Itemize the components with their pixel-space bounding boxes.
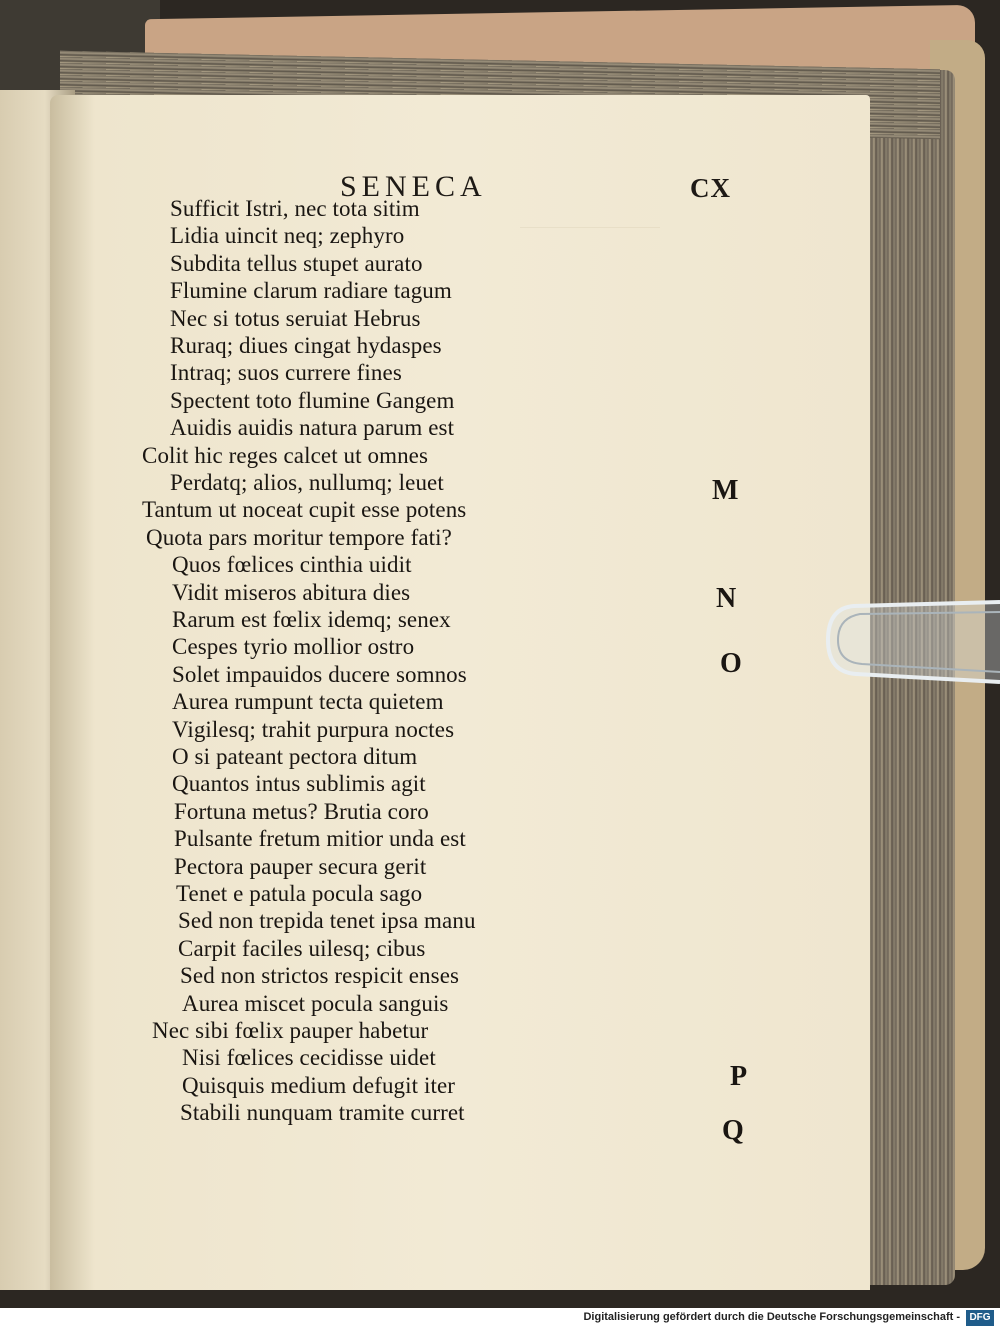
poem-line: Lidia uincit neq; zephyro bbox=[170, 223, 405, 249]
poem-line: Tantum ut noceat cupit esse potens bbox=[142, 497, 467, 523]
poem-line: Auidis auidis natura parum est bbox=[170, 415, 455, 441]
dfg-logo: DFG bbox=[966, 1310, 994, 1326]
poem-line: Solet impauidos ducere somnos bbox=[172, 661, 467, 687]
poem-line: Aurea rumpunt tecta quietem bbox=[172, 689, 444, 715]
side-letter-n: N bbox=[716, 583, 737, 614]
side-letter-o: O bbox=[720, 648, 742, 679]
poem-line: Pulsante fretum mitior unda est bbox=[174, 826, 466, 852]
footer-bar bbox=[0, 1308, 1000, 1329]
footer-credit: Digitalisierung gefördert durch die Deutsche Forschungsgemeinschaft - bbox=[583, 1311, 960, 1323]
poem-line: Subdita tellus stupet aurato bbox=[170, 250, 423, 276]
poem-line: Sed non strictos respicit enses bbox=[180, 963, 460, 989]
poem-line: Nec si totus seruiat Hebrus bbox=[170, 305, 421, 331]
poem-line: Fortuna metus? Brutia coro bbox=[174, 798, 429, 824]
folio-number: CX bbox=[690, 173, 731, 203]
poem-line: Stabili nunquam tramite curret bbox=[180, 1100, 465, 1126]
poem-line: Pectora pauper secura gerit bbox=[174, 853, 427, 879]
poem-line: Sed non trepida tenet ipsa manu bbox=[178, 908, 476, 934]
poem-line: Intraq; suos currere fines bbox=[170, 360, 402, 386]
poem-line: Ruraq; diues cingat hydaspes bbox=[170, 333, 442, 358]
poem-line: Nec sibi fœlix pauper habetur bbox=[152, 1018, 429, 1043]
poem-line: Quota pars moritur tempore fati? bbox=[146, 524, 452, 550]
poem-line: Carpit faciles uilesq; cibus bbox=[178, 935, 426, 961]
poem-line: Rarum est fœlix idemq; senex bbox=[172, 607, 451, 632]
side-letter-q: Q bbox=[722, 1115, 744, 1146]
side-letter-m: M bbox=[712, 475, 739, 506]
poem-line: Quisquis medium defugit iter bbox=[182, 1072, 456, 1098]
poem-line: Sufficit Istri, nec tota sitim bbox=[170, 196, 420, 221]
poem-line: O si pateant pectora ditum bbox=[172, 744, 418, 769]
poem-line: Vidit miseros abitura dies bbox=[172, 579, 411, 605]
poem-line: Quantos intus sublimis agit bbox=[172, 771, 426, 797]
poem-line: Cespes tyrio mollior ostro bbox=[172, 634, 415, 660]
poem-line: Quos fœlices cinthia uidit bbox=[172, 552, 412, 578]
poem-line: Colit hic reges calcet ut omnes bbox=[142, 442, 429, 468]
poem-line: Flumine clarum radiare tagum bbox=[170, 278, 452, 304]
poem-line: Vigilesq; trahit purpura noctes bbox=[172, 716, 455, 742]
plastic-page-clip bbox=[826, 596, 1000, 686]
running-head: SENECA bbox=[340, 170, 487, 203]
poem-line: Perdatq; alios, nullumq; leuet bbox=[170, 470, 444, 495]
poem-line: Aurea miscet pocula sanguis bbox=[182, 990, 449, 1016]
poem-line: Spectent toto flumine Gangem bbox=[170, 387, 455, 413]
side-letter-p: P bbox=[730, 1061, 748, 1092]
poem-line: Tenet e patula pocula sago bbox=[176, 881, 423, 906]
bleed-through bbox=[520, 200, 670, 1100]
poem-line: Nisi fœlices cecidisse uidet bbox=[182, 1045, 436, 1071]
